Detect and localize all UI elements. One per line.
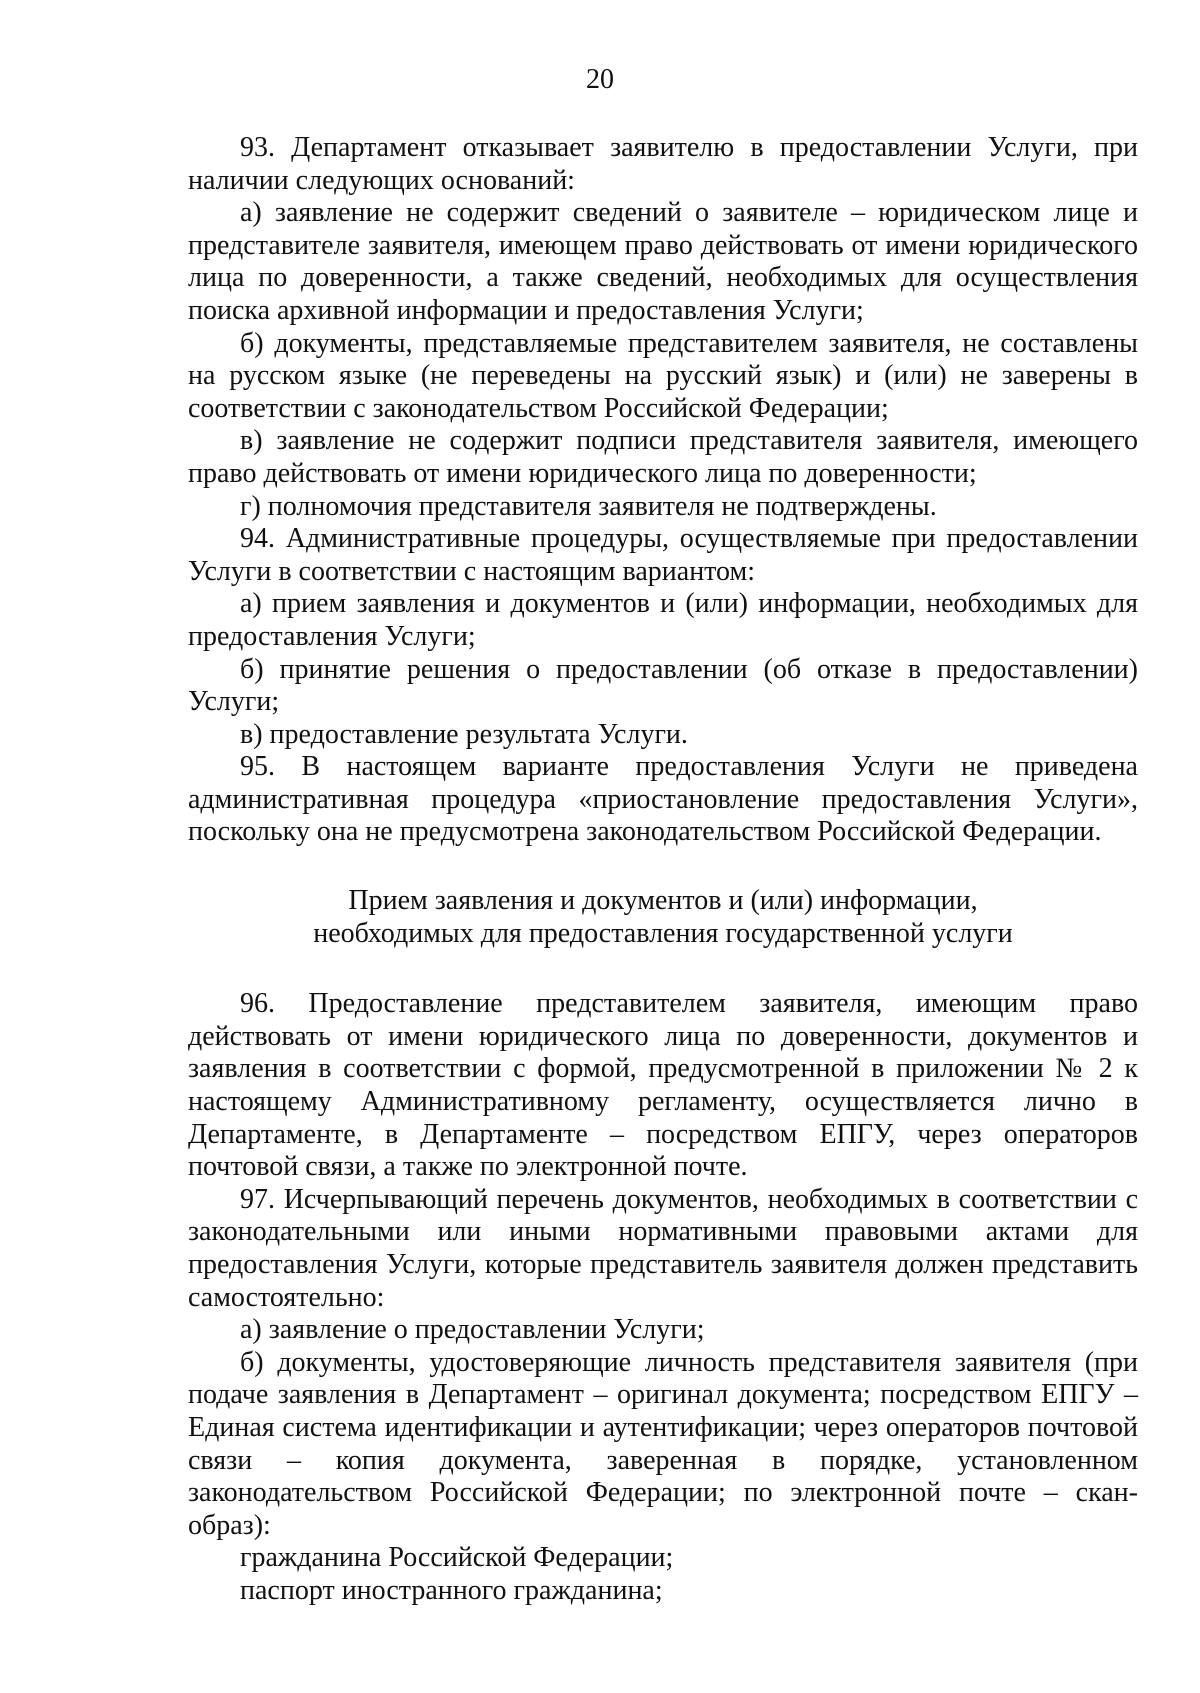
list-line-citizen-rf: гражданина Российской Федерации; [240, 1542, 674, 1574]
paragraph-96: 96. Предоставление представителем заявителя, имеющим право действовать от имени юридического лица по доверенности, документов и заявления в соответствии с формой, предусмотренной в приложении № 2 к настоящему Административному регламенту, осуществляется лично в Департаменте, в Департаменте – посредством ЕПГУ, через операторов почтовой связи, а также по электронной почте. [188, 988, 1138, 1183]
section-heading [188, 885, 1138, 950]
paragraph-93: 93. Департамент отказывает заявителю в предоставлении Услуги, при наличии следующих оснований: [188, 132, 1138, 196]
paragraph-94: 94. Административные процедуры, осуществляемые при предоставлении Услуги в соответствии с настоящим вариантом: [188, 523, 1138, 587]
paragraph-93-item-g: г) полномочия представителя заявителя не подтверждены. [240, 490, 937, 522]
list-line-foreign-passport: паспорт иностранного гражданина; [240, 1574, 663, 1606]
section-heading-line-2: необходимых для предоставления государственной услуги [313, 917, 1013, 949]
paragraph-97-item-a: а) заявление о предоставлении Услуги; [240, 1314, 705, 1346]
paragraph-94-item-a: а) прием заявления и документов и (или) информации, необходимых для предоставления Услуги; [188, 588, 1138, 652]
page-number: 20 [586, 64, 614, 95]
paragraph-93-item-b: б) документы, представляемые представителем заявителя, не составлены на русском языке (не переведены на русский язык) и (или) не заверены в соответствии с законодательством Российской Федерации; [188, 327, 1138, 424]
paragraph-94-item-v: в) предоставление результата Услуги. [240, 718, 688, 750]
paragraph-93-item-v: в) заявление не содержит подписи представителя заявителя, имеющего право действовать от имени юридического лица по доверенности; [188, 425, 1138, 489]
section-heading-line-1: Прием заявления и документов и (или) информации, [348, 885, 978, 917]
paragraph-97: 97. Исчерпывающий перечень документов, необходимых в соответствии с законодательными или иными нормативными правовыми актами для предоставления Услуги, которые представитель заявителя должен представить самостоятельно: [188, 1183, 1138, 1313]
paragraph-97-item-b: б) документы, удостоверяющие личность представителя заявителя (при подаче заявления в Департамент – оригинал документа; посредством ЕПГУ – Единая система идентификации и аутентификации; через операторов почтовой связи – копия документа, заверенная в порядке, установленном законодательством Российской Федерации; по электронной почте – скан-образ): [188, 1346, 1138, 1541]
document-body [188, 132, 1138, 1608]
paragraph-93-item-a: а) заявление не содержит сведений о заявителе – юридическом лице и представителе заявителя, имеющем право действовать от имени юридического лица по доверенности, а также сведений, необходимых для осуществления поиска архивной информации и предоставления Услуги; [188, 197, 1138, 326]
paragraph-94-item-b: б) принятие решения о предоставлении (об отказе в предоставлении) Услуги; [188, 653, 1138, 718]
paragraph-95: 95. В настоящем варианте предоставления Услуги не приведена административная процедура «приостановление предоставления Услуги», поскольку она не предусмотрена законодательством Российской Федерации. [188, 751, 1138, 848]
